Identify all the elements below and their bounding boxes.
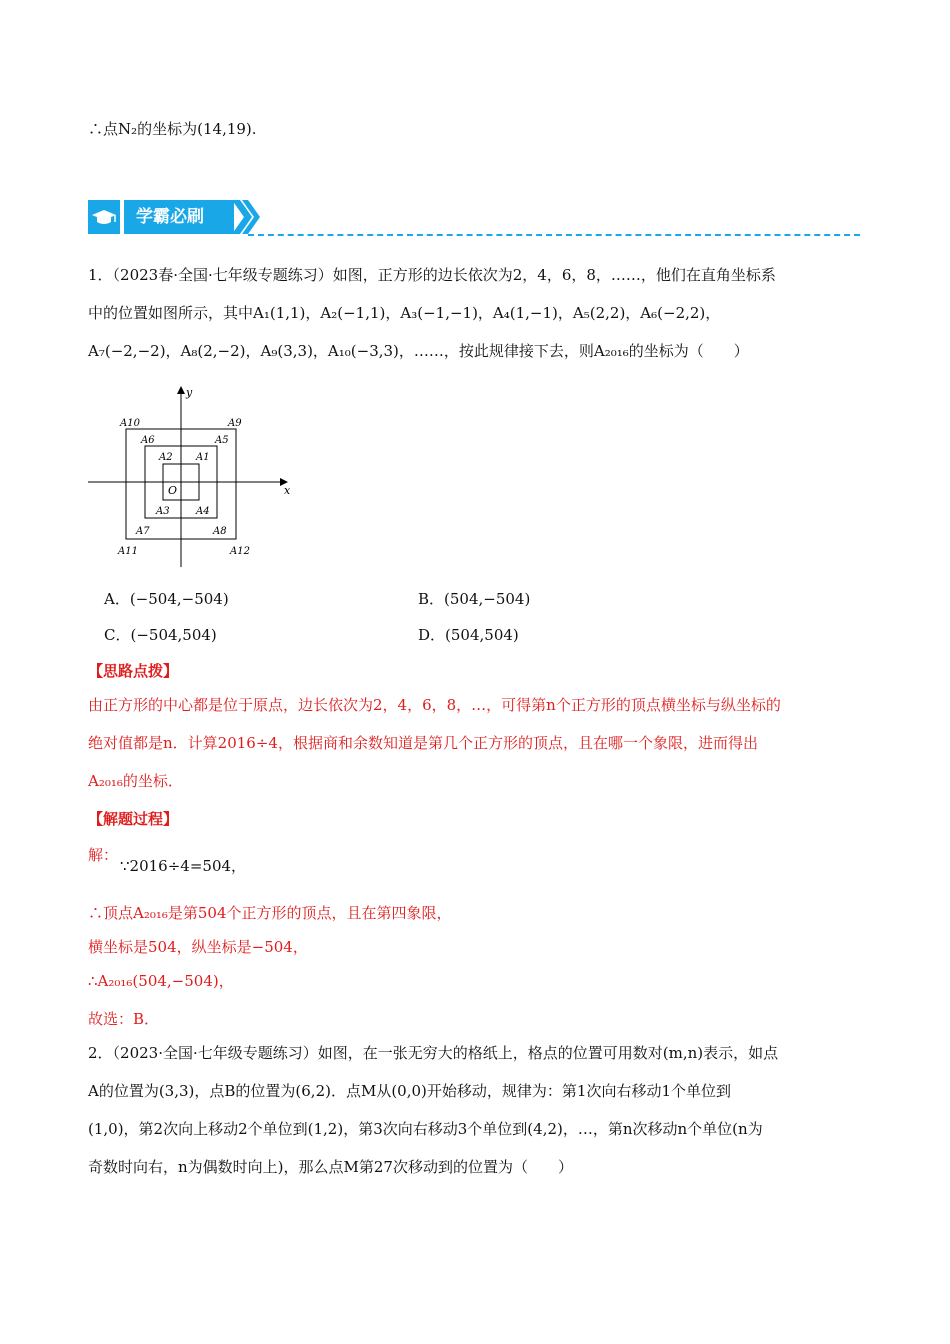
label-a6: A6 — [141, 435, 155, 446]
graduation-cap-icon — [88, 200, 120, 234]
label-a11: A11 — [118, 546, 138, 557]
label-a10: A10 — [120, 418, 140, 429]
label-a7: A7 — [136, 526, 150, 537]
hint-line2: 绝对值都是n．计算2016÷4，根据商和余数知道是第几个正方形的顶点，且在哪一个象限，进而得出 — [88, 734, 758, 752]
hint-heading: 【思路点拨】 — [88, 662, 179, 680]
nested-squares-figure — [88, 382, 291, 572]
banner-divider — [248, 234, 860, 236]
vertex-labels — [117, 418, 250, 557]
solution-label: 解： — [88, 846, 119, 864]
q1-line1: 1．（2023春·全国·七年级专题练习）如图，正方形的边长依次为2，4，6，8，……，他们在直角坐标系 — [88, 266, 776, 284]
q2-line1: 2．（2023·全国·七年级专题练习）如图，在一张无穷大的格纸上，格点的位置可用数对(m,n)表示，如点 — [88, 1044, 779, 1062]
banner-title: 学霸必刷 — [124, 200, 234, 234]
option-a[interactable]: A．(−504,−504) — [104, 590, 229, 608]
q1-line2: 中的位置如图所示，其中A₁(1,1)，A₂(−1,1)，A₃(−1,−1)，A₄(1,−1)，A₅(2,2)，A₆(−2,2)， — [88, 304, 721, 322]
origin-label: O — [168, 484, 178, 497]
q2-line2: A的位置为(3,3)，点B的位置为(6,2)．点M从(0,0)开始移动，规律为：第1次向右移动1个单位到 — [88, 1082, 731, 1100]
y-axis-label: y — [186, 386, 193, 399]
label-a9: A9 — [228, 418, 242, 429]
solution-line3: 横坐标是504，纵坐标是−504， — [88, 938, 308, 956]
solution-heading: 【解题过程】 — [88, 810, 179, 828]
q2-line3: (1,0)，第2次向上移动2个单位到(1,2)，第3次向右移动3个单位到(4,2)，…，第n次移动n个单位(n为 — [88, 1120, 763, 1138]
option-d[interactable]: D．(504,504) — [418, 626, 519, 644]
label-a5: A5 — [215, 435, 229, 446]
solution-line4: ∴A₂₀₁₆(504,−504)， — [88, 972, 234, 990]
section-banner — [88, 200, 860, 240]
label-a3: A3 — [156, 506, 170, 517]
x-axis-label: x — [284, 484, 291, 497]
solution-line2: ∴顶点A₂₀₁₆是第504个正方形的顶点，且在第四象限， — [88, 904, 452, 922]
hint-line1: 由正方形的中心都是位于原点，边长依次为2，4，6，8，…，可得第n个正方形的顶点横坐标与纵坐标的 — [88, 696, 781, 714]
option-b[interactable]: B．(504,−504) — [418, 590, 531, 608]
solution-answer: 故选：B． — [88, 1010, 160, 1028]
chevron-right-icon — [232, 200, 262, 236]
q2-line4: 奇数时向右，n为偶数时向上)，那么点M第27次移动到的位置为（ ） — [88, 1158, 573, 1176]
hint-line3: A₂₀₁₆的坐标． — [88, 772, 183, 790]
label-a4: A4 — [196, 506, 210, 517]
label-a1: A1 — [196, 452, 210, 463]
y-axis-arrow-icon — [177, 386, 185, 394]
q1-line3: A₇(−2,−2)，A₈(2,−2)，A₉(3,3)，A₁₀(−3,3)，……，按此规律接下去，则A₂₀₁₆的坐标为（ ） — [88, 342, 749, 360]
intro-text: ∴点N₂的坐标为(14,19). — [88, 120, 257, 138]
solution-line1: ∵2016÷4=504， — [120, 857, 247, 875]
label-a2: A2 — [159, 452, 173, 463]
label-a12: A12 — [230, 546, 250, 557]
label-a8: A8 — [213, 526, 227, 537]
option-c[interactable]: C．(−504,504) — [104, 626, 217, 644]
